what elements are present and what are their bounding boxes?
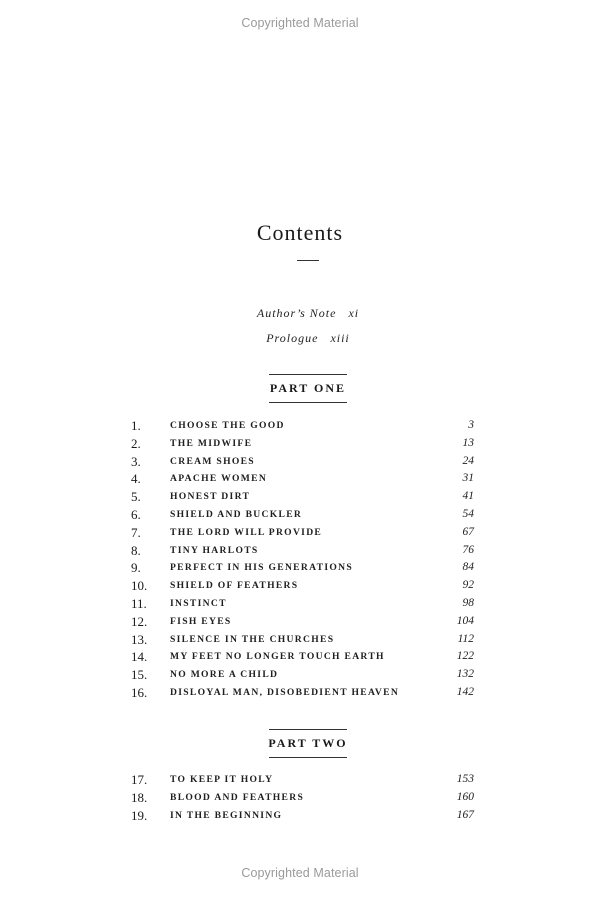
chapter-number: 2. <box>131 435 141 451</box>
chapter-row[interactable] <box>131 577 474 595</box>
chapter-number: 13. <box>131 631 148 647</box>
chapter-row[interactable] <box>131 524 474 542</box>
chapter-page: 92 <box>462 579 474 592</box>
chapter-row[interactable] <box>131 807 474 825</box>
chapter-number: 11. <box>131 595 147 611</box>
chapter-number: 9. <box>131 560 141 576</box>
chapter-page: 122 <box>456 650 474 663</box>
chapter-title: CHOOSE THE GOOD <box>170 420 285 431</box>
chapter-page: 167 <box>456 808 474 821</box>
chapter-title: TO KEEP IT HOLY <box>170 774 274 785</box>
chapter-row[interactable] <box>131 470 474 488</box>
chapter-row[interactable] <box>131 506 474 524</box>
front-matter-page: xi <box>348 306 360 320</box>
chapter-page: 112 <box>457 632 474 645</box>
part-label: PART TWO <box>268 736 348 750</box>
chapter-row[interactable] <box>131 631 474 649</box>
chapter-page: 98 <box>462 596 474 609</box>
chapter-title: SHIELD OF FEATHERS <box>170 580 299 592</box>
chapter-title: FISH EYES <box>170 615 232 627</box>
chapter-row[interactable] <box>131 542 474 560</box>
chapter-page: 76 <box>462 543 474 556</box>
chapter-title: PERFECT IN HIS GENERATIONS <box>170 562 353 574</box>
chapter-page: 132 <box>456 668 474 681</box>
chapter-row[interactable] <box>131 453 474 471</box>
chapter-number: 10. <box>131 578 148 594</box>
chapter-title: NO MORE A CHILD <box>170 669 279 681</box>
chapter-row[interactable] <box>131 417 474 435</box>
copyright-watermark-top: Copyrighted Material <box>241 16 359 30</box>
part-label: PART ONE <box>269 381 347 395</box>
part-one-heading <box>8 374 600 403</box>
front-matter-label: Author’s Note <box>256 306 337 320</box>
chapter-title: THE MIDWIFE <box>170 437 253 449</box>
chapter-title: INSTINCT <box>170 597 227 609</box>
chapter-row[interactable] <box>131 666 474 684</box>
chapter-number: 16. <box>131 684 148 700</box>
chapter-number: 12. <box>131 613 148 629</box>
chapter-title: THE LORD WILL PROVIDE <box>170 526 323 538</box>
front-matter-page: xiii <box>330 331 350 345</box>
chapter-page: 67 <box>462 525 474 538</box>
chapter-row[interactable] <box>131 435 474 453</box>
chapter-number: 4. <box>131 471 141 487</box>
chapter-number: 3. <box>131 453 141 469</box>
chapter-row[interactable] <box>131 595 474 613</box>
chapter-number: 6. <box>131 506 141 522</box>
chapter-row[interactable] <box>131 648 474 666</box>
chapter-title: DISLOYAL MAN, DISOBEDIENT HEAVEN <box>170 686 400 698</box>
chapter-page: 160 <box>456 790 474 803</box>
chapter-page: 13 <box>462 436 474 449</box>
chapter-title: APACHE WOMEN <box>170 473 268 485</box>
chapter-number: 1. <box>131 418 141 433</box>
chapter-row[interactable] <box>131 684 474 702</box>
chapter-row[interactable] <box>131 488 474 506</box>
chapter-title: SILENCE IN THE CHURCHES <box>170 633 335 645</box>
chapter-row[interactable] <box>131 559 474 577</box>
part-two-heading <box>8 729 600 758</box>
chapter-number: 17. <box>131 772 148 787</box>
chapter-page: 3 <box>468 419 474 431</box>
chapter-title: HONEST DIRT <box>170 491 251 503</box>
chapter-title: TINY HARLOTS <box>170 544 259 556</box>
title-divider <box>297 260 319 261</box>
chapter-row[interactable] <box>131 613 474 631</box>
chapter-page: 142 <box>456 685 474 698</box>
chapter-number: 5. <box>131 489 141 505</box>
chapter-number: 19. <box>131 807 148 823</box>
chapter-page: 31 <box>462 472 474 485</box>
part-rule-bottom <box>269 402 347 403</box>
chapter-number: 8. <box>131 542 141 558</box>
chapter-row[interactable] <box>131 771 474 789</box>
chapter-page: 41 <box>462 490 474 503</box>
chapter-page: 104 <box>456 614 474 627</box>
copyright-watermark-bottom: Copyrighted Material <box>241 866 359 880</box>
chapter-page: 84 <box>462 561 474 574</box>
chapter-page: 24 <box>462 454 474 467</box>
part-one-chapter-list <box>131 417 474 702</box>
part-two-chapter-list <box>131 771 474 824</box>
chapter-title: IN THE BEGINNING <box>170 809 283 821</box>
chapter-title: SHIELD AND BUCKLER <box>170 508 303 520</box>
chapter-page: 153 <box>456 773 474 785</box>
chapter-title: CREAM SHOES <box>170 455 255 467</box>
chapter-number: 18. <box>131 789 148 805</box>
front-matter-authors-note[interactable] <box>8 306 600 321</box>
chapter-number: 15. <box>131 667 148 683</box>
chapter-page: 54 <box>462 507 474 520</box>
chapter-row[interactable] <box>131 789 474 807</box>
front-matter-prologue[interactable] <box>8 331 600 346</box>
part-rule-bottom <box>269 757 347 758</box>
front-matter-label: Prologue <box>266 331 319 345</box>
page-title: Contents <box>256 220 344 245</box>
chapter-title: BLOOD AND FEATHERS <box>170 791 305 803</box>
chapter-number: 14. <box>131 649 148 665</box>
chapter-number: 7. <box>131 524 141 540</box>
chapter-title: MY FEET NO LONGER TOUCH EARTH <box>170 651 385 663</box>
